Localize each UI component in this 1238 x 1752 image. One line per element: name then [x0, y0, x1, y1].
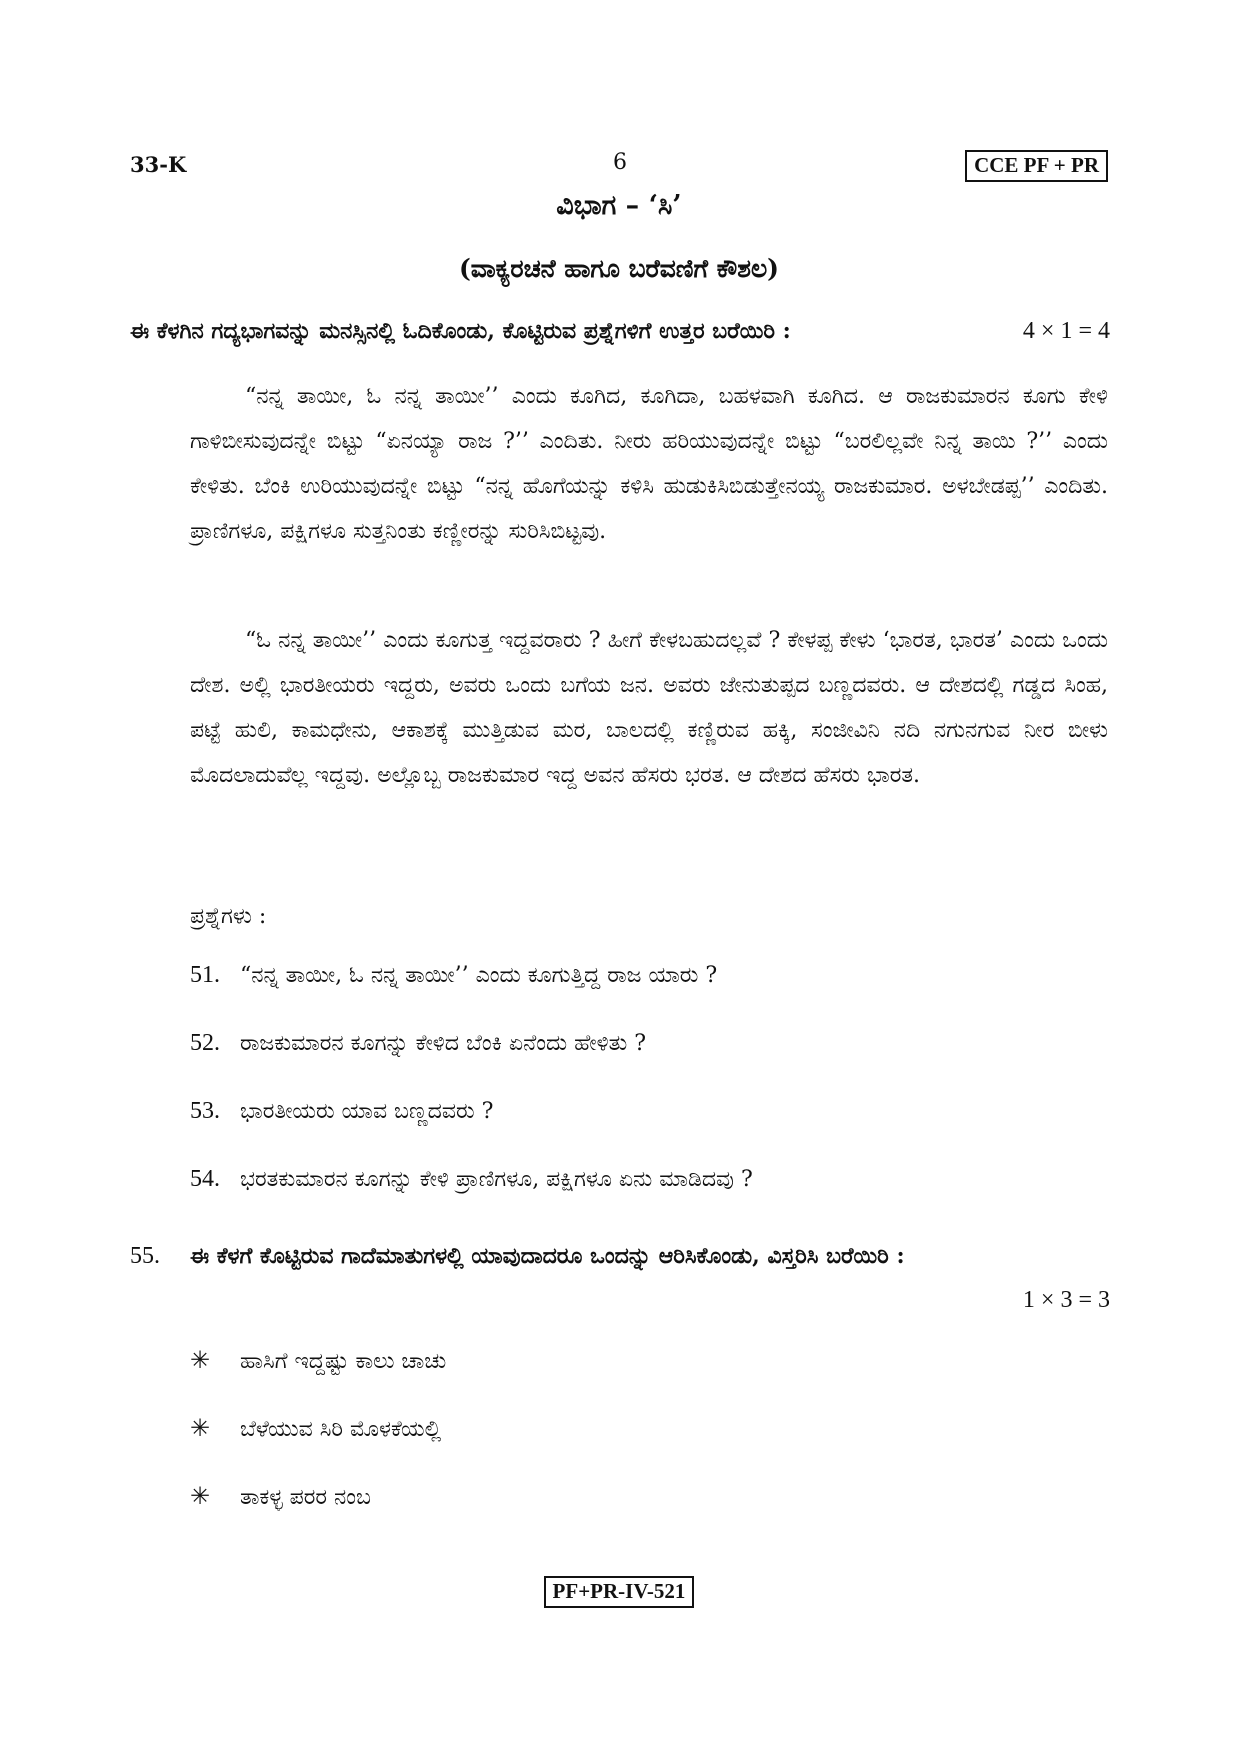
question-54 — [190, 1166, 753, 1193]
proverb-text: ಹಾಸಿಗೆ ಇದ್ದಷ್ಟು ಕಾಲು ಚಾಚು — [240, 1349, 447, 1374]
footer-code-box: PF+PR-IV-521 — [544, 1576, 695, 1608]
proverb-item — [190, 1482, 371, 1510]
page-number: 6 — [613, 150, 627, 175]
question-text: ಭರತಕುಮಾರನ ಕೂಗನ್ನು ಕೇಳಿ ಪ್ರಾಣಿಗಳೂ, ಪಕ್ಷಿಗಳೂ ಏನು ಮಾಡಿದವು ? — [240, 1167, 753, 1192]
asterisk-icon: ✳ — [190, 1414, 211, 1442]
question-text: ಈ ಕೆಳಗೆ ಕೊಟ್ಟಿರುವ ಗಾದೆಮಾತುಗಳಲ್ಲಿ ಯಾವುದಾದರೂ ಒಂದನ್ನು ಆರಿಸಿಕೊಂಡು, ವಿಸ್ತರಿಸಿ ಬರೆಯಿರಿ : — [190, 1243, 905, 1269]
question-number: 51. — [190, 962, 220, 988]
proverb-text: ತಾಕಳ್ಳ ಪರರ ನಂಬ — [240, 1485, 371, 1510]
question-text: “ನನ್ನ ತಾಯೀ, ಓ ನನ್ನ ತಾಯೀ’’ ಎಂದು ಕೂಗುತ್ತಿದ್ದ ರಾಜ ಯಾರು ? — [240, 963, 718, 988]
proverb-item — [190, 1346, 446, 1374]
paper-code: 33-K — [130, 152, 187, 177]
asterisk-icon: ✳ — [190, 1346, 211, 1374]
question-number: 54. — [190, 1166, 220, 1192]
question-text: ಭಾರತೀಯರು ಯಾವ ಬಣ್ಣದವರು ? — [240, 1099, 494, 1124]
footer — [0, 1576, 1238, 1608]
section-subtitle: (ವಾಕ್ಯರಚನೆ ಹಾಗೂ ಬರೆವಣಿಗೆ ಕೌಶಲ) — [458, 254, 780, 283]
section-title: ವಿಭಾಗ – ‘ಸಿ’ — [556, 190, 682, 221]
question-55 — [130, 1234, 1110, 1313]
question-number: 55. — [130, 1243, 160, 1269]
question-55-marks: 1 × 3 = 3 — [1022, 1287, 1110, 1313]
question-52 — [190, 1030, 646, 1057]
passage-paragraph-1: “ನನ್ನ ತಾಯೀ, ಓ ನನ್ನ ತಾಯೀ’’ ಎಂದು ಕೂಗಿದ, ಕೂಗಿದಾ, ಬಹಳವಾಗಿ ಕೂಗಿದ. ಆ ರಾಜಕುಮಾರನ ಕೂಗು ಕೇಳಿ ಗಾಳಿಬೀಸುವುದನ್ನೇ ಬಿಟ್ಟು “ಏನಯ್ಯಾ ರಾಜ ?’’ ಎಂದಿತು. ನೀರು ಹರಿಯುವುದನ್ನೇ ಬಿಟ್ಟು “ಬರಲಿಲ್ಲವೇ ನಿನ್ನ ತಾಯಿ ?’’ ಎಂದು ಕೇಳಿತು. ಬೆಂಕಿ ಉರಿಯುವುದನ್ನೇ ಬಿಟ್ಟು “ನನ್ನ ಹೊಗೆಯನ್ನು ಕಳಿಸಿ ಹುಡುಕಿಸಿಬಿಡುತ್ತೇನಯ್ಯ ರಾಜಕುಮಾರ. ಅಳಬೇಡಪ್ಪ’’ ಎಂದಿತು. ಪ್ರಾಣಿಗಳೂ, ಪಕ್ಷಿಗಳೂ ಸುತ್ತನಿಂತು ಕಣ್ಣೀರನ್ನು ಸುರಿಸಿಬಿಟ್ಟವು. — [190, 384, 1108, 544]
question-51 — [190, 962, 717, 989]
question-53 — [190, 1098, 493, 1125]
question-number: 52. — [190, 1030, 220, 1056]
asterisk-icon: ✳ — [190, 1482, 211, 1510]
proverb-item — [190, 1414, 441, 1442]
proverb-text: ಬೆಳೆಯುವ ಸಿರಿ ಮೊಳಕೆಯಲ್ಲಿ — [240, 1417, 442, 1442]
passage-paragraph-2: “ಓ ನನ್ನ ತಾಯೀ’’ ಎಂದು ಕೂಗುತ್ತ ಇದ್ದವರಾರು ? ಹೀಗೆ ಕೇಳಬಹುದಲ್ಲವೆ ? ಕೇಳಪ್ಪ ಕೇಳು ‘ಭಾರತ, ಭಾರತ’ ಎಂದು ಒಂದು ದೇಶ. ಅಲ್ಲಿ ಭಾರತೀಯರು ಇದ್ದರು, ಅವರು ಒಂದು ಬಗೆಯ ಜನ. ಅವರು ಜೇನುತುಪ್ಪದ ಬಣ್ಣದವರು. ಆ ದೇಶದಲ್ಲಿ ಗಡ್ಡದ ಸಿಂಹ, ಪಟ್ಟೆ ಹುಲಿ, ಕಾಮಧೇನು, ಆಕಾಶಕ್ಕೆ ಮುತ್ತಿಡುವ ಮರ, ಬಾಲದಲ್ಲಿ ಕಣ್ಣಿರುವ ಹಕ್ಕಿ, ಸಂಜೀವಿನಿ ನದಿ ನಗುನಗುವ ನೀರ ಬೀಳು ಮೊದಲಾದುವೆಲ್ಲ ಇದ್ದವು. ಅಲ್ಲೊಬ್ಬ ರಾಜಕುಮಾರ ಇದ್ದ ಅವನ ಹೆಸರು ಭರತ. ಆ ದೇಶದ ಹೆಸರು ಭಾರತ. — [190, 628, 1108, 788]
instruction-text: ಈ ಕೆಳಗಿನ ಗದ್ಯಭಾಗವನ್ನು ಮನಸ್ಸಿನಲ್ಲಿ ಓದಿಕೊಂಡು, ಕೊಟ್ಟಿರುವ ಪ್ರಶ್ನೆಗಳಿಗೆ ಉತ್ತರ ಬರೆಯಿರಿ : — [130, 318, 791, 344]
question-number: 53. — [190, 1098, 220, 1124]
instruction-marks: 4 × 1 = 4 — [1022, 318, 1110, 344]
instruction — [130, 318, 1110, 344]
questions-label: ಪ್ರಶ್ನೆಗಳು : — [190, 904, 267, 929]
exam-type-box: CCE PF + PR — [965, 150, 1108, 182]
question-text: ರಾಜಕುಮಾರನ ಕೂಗನ್ನು ಕೇಳಿದ ಬೆಂಕಿ ಏನೆಂದು ಹೇಳಿತು ? — [240, 1031, 647, 1056]
